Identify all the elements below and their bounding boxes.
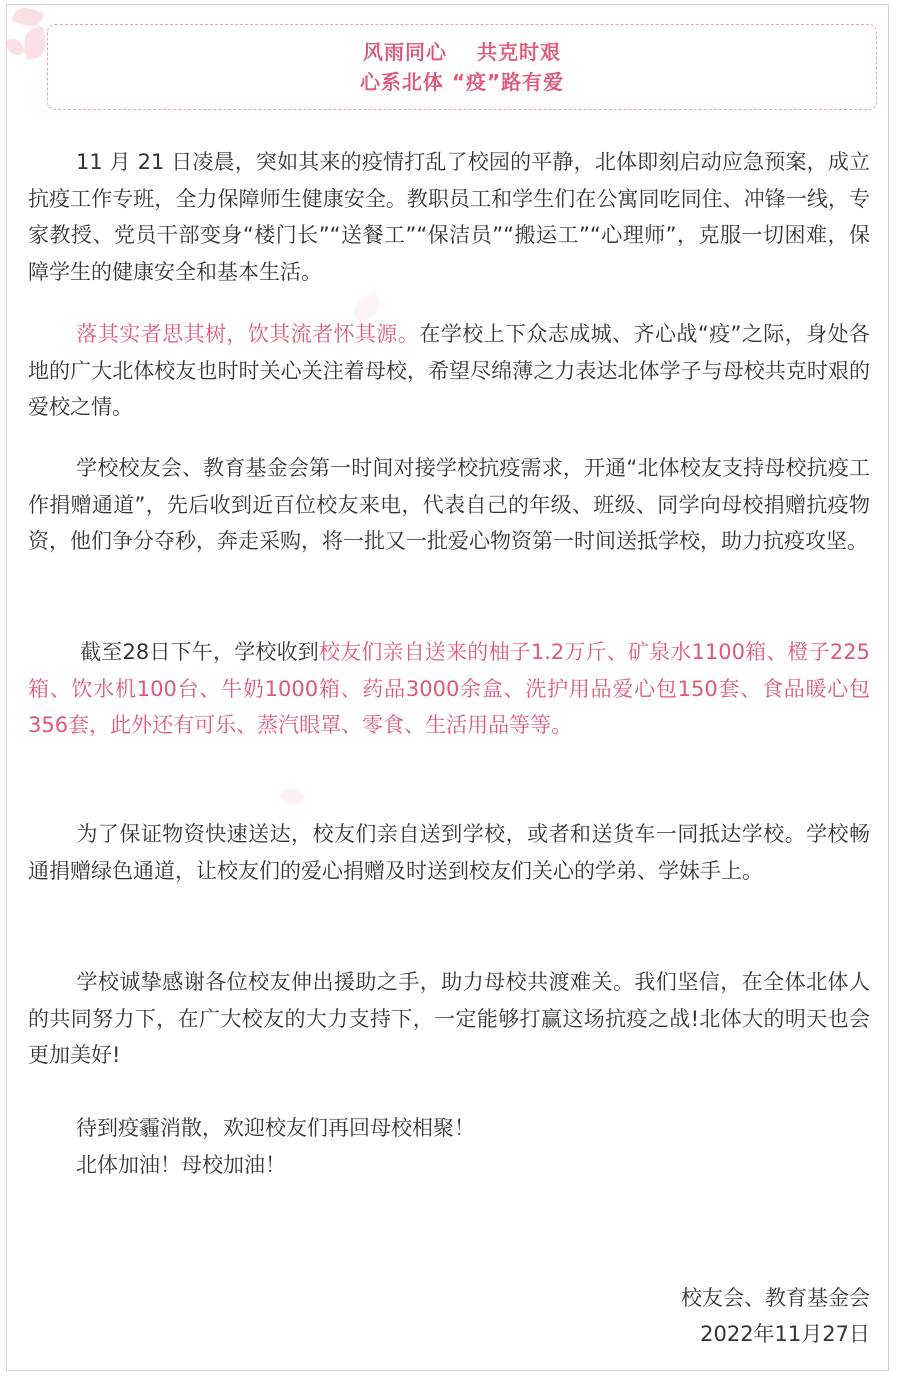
signature-org: 校友会、教育基金会 — [681, 1286, 870, 1310]
title-line-2: 心系北体 “疫”路有爱 — [359, 70, 565, 94]
paragraph-7 — [28, 1110, 870, 1183]
paragraph-2-highlight: 落其实者思其树，饮其流者怀其源。 — [76, 322, 420, 346]
paragraph-1 — [28, 144, 870, 290]
paragraph-6-text: 学校诚挚感谢各位校友伸出援助之手，助力母校共渡难关。我们坚信，在全体北体人的共同努力下，在广大校友的大力支持下，一定能够打赢这场抗疫之战!北体大的明天也会更加美好! — [28, 970, 870, 1067]
paragraph-1-text: 11 月 21 日凌晨，突如其来的疫情打乱了校园的平静，北体即刻启动应急预案，成立抗疫工作专班，全力保障师生健康安全。教职员工和学生们在公寓同吃同住、冲锋一线，专家教授、党员干部变身“楼门长”“送餐工”“保洁员”“搬运工”“心理师”，克服一切困难，保障学生的健康安全和基本生活。 — [28, 150, 870, 284]
closing-line-2: 北体加油！母校加油！ — [76, 1152, 286, 1177]
paragraph-2 — [28, 316, 870, 426]
signature-date: 2022年11月27日 — [700, 1322, 870, 1346]
title-part-1: 风雨同心 — [363, 40, 447, 64]
paragraph-5 — [28, 816, 870, 889]
closing-line-1: 待到疫霾消散，欢迎校友们再回母校相聚！ — [76, 1116, 475, 1140]
paragraph-4-text: 截至28日下午，学校收到 — [80, 640, 319, 664]
paragraph-3 — [28, 450, 870, 560]
paragraph-6 — [28, 964, 870, 1074]
title-banner — [47, 24, 877, 110]
paragraph-2-text: 在学校上下众志成城、齐心战“疫”之际，身处各地的广大北体校友也时时关心关注着母校，希望尽绵薄之力表达北体学子与母校共克时艰的爱校之情。 — [28, 322, 870, 419]
title-part-2: 共克时艰 — [477, 40, 561, 64]
paragraph-4 — [28, 634, 870, 744]
paragraph-3-text: 学校校友会、教育基金会第一时间对接学校抗疫需求，开通“北体校友支持母校抗疫工作捐赠通道”，先后收到近百位校友来电，代表自己的年级、班级、同学向母校捐赠抗疫物资，他们争分夺秒，奔走采购，将一批又一批爱心物资第一时间送抵学校，助力抗疫攻坚。 — [28, 456, 870, 553]
paragraph-4-highlight: 校友们亲自送来的柚子1.2万斤、矿泉水1100箱、橙子225箱、饮水机100台、牛奶1000箱、药品3000余盒、洗护用品爱心包150套、食品暖心包356套，此外还有可乐、蒸汽眼罩、零食、生活用品等等。 — [28, 640, 870, 737]
title-line-1 — [48, 37, 876, 67]
paragraph-5-text: 为了保证物资快速送达，校友们亲自送到学校，或者和送货车一同抵达学校。学校畅通捐赠绿色通道，让校友们的爱心捐赠及时送到校友们关心的学弟、学妹手上。 — [28, 822, 870, 883]
